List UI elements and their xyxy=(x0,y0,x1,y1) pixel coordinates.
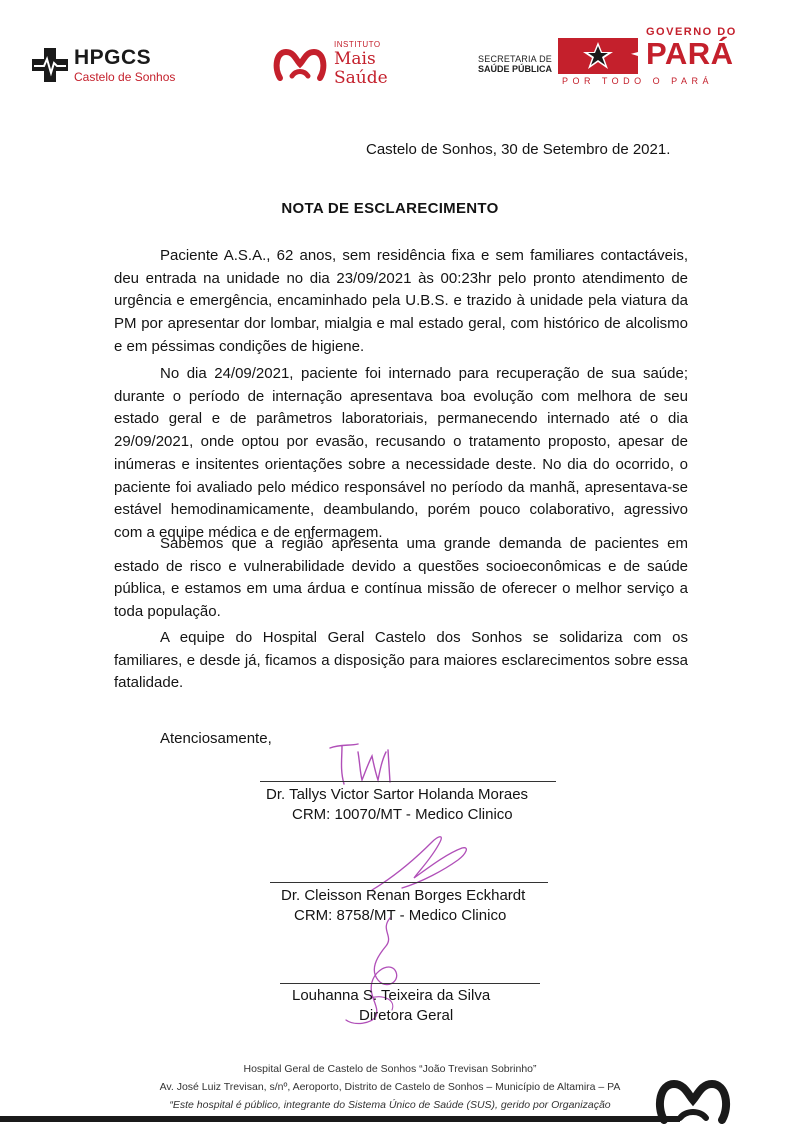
footer-bar xyxy=(0,1116,680,1122)
secretaria-line1: SECRETARIA DE xyxy=(478,54,552,64)
closing-text: Atenciosamente, xyxy=(160,730,272,747)
governo-slogan: POR TODO O PARÁ xyxy=(562,76,714,86)
instituto-label: INSTITUTO xyxy=(334,40,381,49)
paragraph-3: Sabemos que a região apresenta uma grande demanda de pacientes em estado de risco e vulnerabilidade devido a questões socioeconômicas e de saúde pública, e estamos em uma árdua e contínua missão de oferecer o melhor serviço a toda população. xyxy=(114,535,688,621)
footer-line-3: “Este hospital é público, integrante do Sistema Único de Saúde (SUS), gerido por Organização xyxy=(169,1099,611,1111)
footer-mais-saude-icon xyxy=(654,1076,732,1124)
signatory-2-name: Dr. Cleisson Renan Borges Eckhardt xyxy=(281,887,526,904)
footer-line-2: Av. José Luiz Trevisan, s/nº, Aeroporto, Distrito de Castelo de Sonhos – Município de Altamira – PA xyxy=(159,1081,621,1093)
para-flag-icon xyxy=(558,34,642,74)
mais-saude-emblem-icon xyxy=(272,44,328,84)
footer-line-1: Hospital Geral de Castelo de Sonhos “João Trevisan Sobrinho” xyxy=(243,1063,537,1075)
signature-line-2 xyxy=(270,882,548,883)
paragraph-2: No dia 24/09/2021, paciente foi internado para recuperação de sua saúde; durante o período de internação apresentava boa evolução com melhora de seu estado geral e de parâmetros laboratoriais, permanecendo internado até o dia 29/09/2021, onde optou por evasão, recusando o tratamento proposto, apesar de inúmeras e insitentes orientações sobre a necessidade deste. No dia do ocorrido, o paciente foi avaliado pelo médico responsável no período da manhã, apresentava-se estável hemodinamicamente, deambulando, porém pouco colaborativo, agressivo com a equipe médica e de enfermagem. xyxy=(114,365,688,541)
instituto-name-line1: Mais xyxy=(334,49,376,69)
signature-line-1 xyxy=(260,781,556,782)
signatory-3-name: Louhanna S. Teixeira da Silva xyxy=(292,987,491,1004)
document-title: NOTA DE ESCLARECIMENTO xyxy=(281,200,499,217)
governo-label: GOVERNO DO xyxy=(646,26,737,38)
signature-scribble-1 xyxy=(320,740,410,790)
date-line: Castelo de Sonhos, 30 de Setembro de 2021. xyxy=(366,141,671,158)
signatory-3-role: Diretora Geral xyxy=(359,1007,454,1024)
signature-line-3 xyxy=(280,983,540,984)
hpgcs-logo xyxy=(32,46,212,86)
instituto-mais-saude-logo xyxy=(272,40,392,90)
governo-para-logo xyxy=(558,26,748,90)
governo-state: PARÁ xyxy=(646,36,734,71)
paragraph-4: A equipe do Hospital Geral Castelo dos Sonhos se solidariza com os familiares, e desde já, ficamos a disposição para maiores esclarecimentos sobre essa fatalidade. xyxy=(114,629,688,692)
hospital-cross-icon xyxy=(32,48,68,82)
signatory-2-role: CRM: 8758/MT - Medico Clinico xyxy=(294,907,507,924)
signatory-1-name: Dr. Tallys Victor Sartor Holanda Moraes xyxy=(266,786,529,803)
hpgcs-name: HPGCS xyxy=(74,46,152,69)
secretaria-line2: SAÚDE PÚBLICA xyxy=(477,64,552,74)
instituto-name-line2: Saúde xyxy=(334,68,388,88)
hpgcs-subtitle: Castelo de Sonhos xyxy=(74,70,176,84)
signatory-1-role: CRM: 10070/MT - Medico Clinico xyxy=(292,806,513,823)
paragraph-1: Paciente A.S.A., 62 anos, sem residência fixa e sem familiares contactáveis, deu entrada na unidade no dia 23/09/2021 às 00:23hr pelo pronto atendimento de urgência e emergência, encaminhado pela U.B.S. e trazido à unidade pela viatura da PM por apresentar dor lombar, mialgia e mal estado geral, com histórico de alcolismo e em péssimas condições de higiene. xyxy=(114,247,688,355)
secretaria-saude-label xyxy=(470,54,552,74)
